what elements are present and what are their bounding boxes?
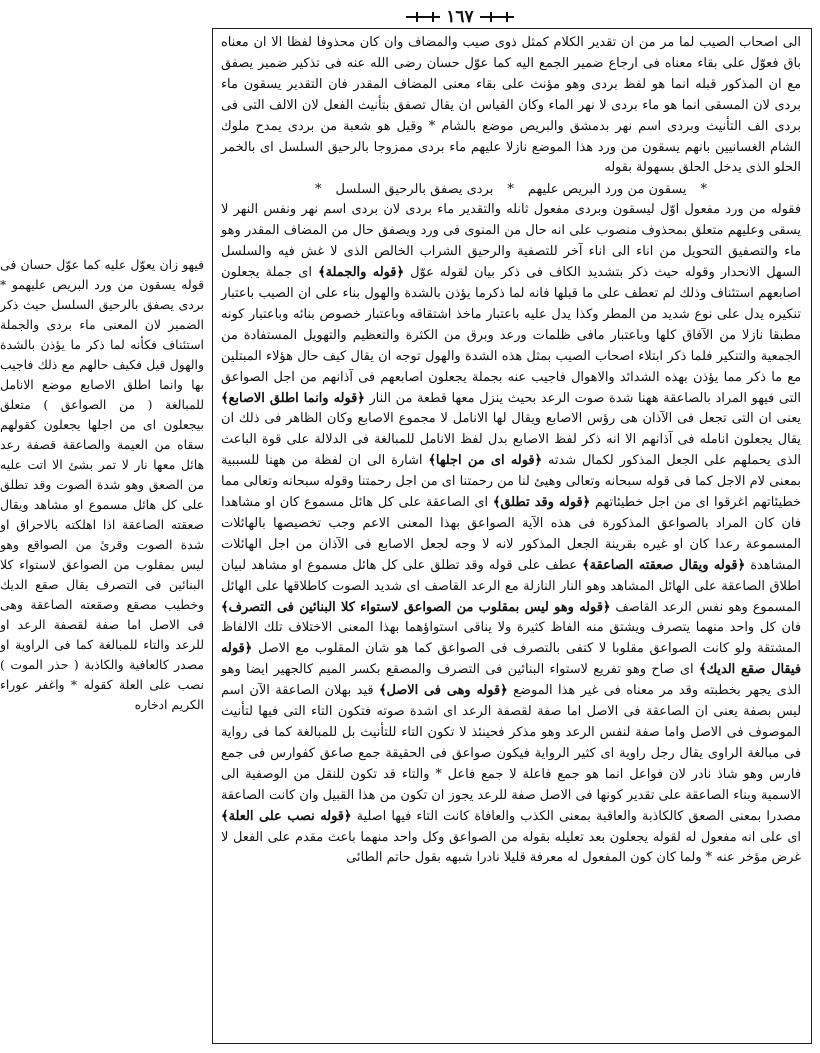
verse-hemistich-1: يسقون من ورد البريص عليهم bbox=[527, 182, 687, 198]
qawluhu-marker: ﴿قوله فيقال صقع الديك﴾ bbox=[221, 641, 801, 678]
paragraph-text: فقوله من ورد مفعول اوّل ليسقون وبردى مفعول ثانله والتقدير ماء بردى لان بردى اسم نهر ونفس النهر لا يسقى وعليهم متعلق بمحذوف منصوب على انه حال من المنوى فى ورد ويصفق حال من المضاف المقدر وهو ماء والتصفيق التحويل من اناء الى اناء آخر للتصفية والرحيق الشراب الخالص الذى لا غش فيه والسلسل السهل الانحدار وقوله حيث ذكر بتشديد الكاف فى ذكر بيان لقوله عوّل bbox=[221, 202, 801, 281]
paragraph-text: اى جملة يجعلون اصابعهم استئناف وذلك لم تعطف على ما قبلها فانه لما ذكرما يؤذن بالشدة والهول بناء على ان الصيب باعتبار تنكيره يدل على نوع شديد من المطر وكذا يدل عليه باعتبار ماخذ اشتقاقه وباعتبار خصوص بنائه وباعتبار كونه مطبقا نازلا من الآفاق كلها وباعتبار مافى ظلمات ورعد وبرق من الكثرة والتعظيم والتهويل المستفادة من الجمعية والتنكير فلما ذكر ابتلاء اصحاب الصيب بمثل هذه الشدة والهول توجه ان يقال كيف حال هؤلاء المبتلين مع ما ذكر مما يؤذن بهذه الشدائد والاهوال فاجيب عنه بجملة يجعلون اصابعهم فى آذانهم من اجل الصواعق التى فيهو المراد بالصاعقة ههنا شدة صوت الرعد بحيث ينزل معها قطعة من النار bbox=[221, 265, 801, 406]
paragraph-text: اى صاح وهو تفريع لاستواء البنائين فى التصرف والمصقع بكسر الميم كالجهير ايضا وهو الذى يجهر بخطبته وقد مر معناه فى غير هذا الموضع bbox=[221, 662, 801, 699]
qawluhu-marker: ﴿قوله وقد تطلق﴾ bbox=[492, 495, 591, 511]
main-commentary bbox=[221, 33, 801, 869]
qawluhu-marker: ﴿قوله وانما اطلق الاصابع﴾ bbox=[221, 390, 365, 406]
header-ornament-right bbox=[480, 12, 514, 22]
paragraph-text: اى الصاعقة على كل هائل مسموع كان او مشاهدا فان كان المراد بالصواعق المذكورة فى هذه الآية الصواعق بهذا المعنى الاعم وجب تخصيصها بالهائلات المسموعة رعدا كان او غيره بقرينة الجعل المذكور لانه لا وجه لجعل الاصابع فى الآذان من اجل الهائلات المشاهدة bbox=[221, 495, 801, 573]
star-separator: * bbox=[314, 182, 322, 198]
qawluhu-marker: ﴿قوله وهو ليس بمقلوب من الصواعق لاستواء كلا البنائين فى التصرف﴾ bbox=[221, 599, 611, 615]
qawluhu-marker: ﴿قوله نصب على العلة﴾ bbox=[221, 808, 352, 824]
paragraph-text: قيد بهلان الصاعقة الآن اسم ليس بصفة يعنى ان الصاعقة فى الاصل اما صفة لقصفة الرعد اى اشدة صوته فتكون التاء التى فيها لتأنيث الموصوف فى الاصل واما صفة لنفس الرعد وهو مذكر فحينئذ لا تكون التاء للتأنيث بل للمبالغة كما فى رواية فى مبالغة الراوى يقال رجل راوية اى كثير الرواية فيكون صواعق فى الحقيقة جمع صاعق كفوارس فى جمع فارس وهو شاذ نادر لان فواعل انما هو جمع فاعلة لا جمع فاعل * والتاء قد تكون للنقل من الوصفية الى الاسمية وبناء الصاعقة على تقدير كونها فى الاصل صفة للرعد يجوز ان تكون من هذا القبيل وان كانت الصاعقة مصدرا بمعنى الصعق كالكاذبة والعاقبة بمعنى الكذب والعافاة كانت التاء فيها اصلية bbox=[221, 683, 801, 824]
paragraph-text: اشارة الى ان لفظة من ههنا للسببية بمعنى لام الاجل كما فى قوله سبحانه وتعالى وهيئ لنا من رحمتنا اى من اجل رحمتنا وقوله سبحانه وتعالى مما خطيئاتهم اغرقوا اى من اجل خطيئاتهم bbox=[221, 453, 801, 511]
qawluhu-marker: ﴿قوله وهى فى الاصل﴾ bbox=[378, 683, 508, 699]
page-header bbox=[380, 6, 540, 28]
margin-text: فيهو زان يعوّل عليه كما عوّل حسان فى قوله يسقون من ورد البريص عليهمو * بردى يصفق بالرحيق السلسل حيث ذكر الضمير لان المعنى ماء بردى والجملة استئناف فكأنه لما ذكر ما يؤذن بالشدة والهول قيل فكيف حالهم مع ذلك فاجيب بها وانما اطلق الاصابع موضع الانامل للمبالغة ( من الصواعق ) متعلق بيجعلون اى من اجلها يجعلون كقولهم سقاه من العيمة والصاعقة قصفة رعد هائل معها نار لا تمر بشئ الا اتت عليه من الصعق وهو شدة الصوت وقد تطلق على كل هائل مسموع او مشاهد ويقال صعقته الصاعقة اذا اهلكته بالاحراق او شدة الصوت وقرئ من الصواقع وهو ليس بمقلوب من الصواعق لاستواء كلا البنائين فى التصرف يقال صقع الديك وخطيب مصقع وصقعته الصاعقة وهى فى الاصل اما صفة لقصفة الرعد او للرعد والتاء للمبالغة كما فى الراوية او مصدر كالعافية والكاذبة ( حذر الموت ) نصب على العلة كقوله * واغفر عوراء الكريم ادخاره bbox=[0, 257, 204, 712]
qawluhu-marker: ﴿قوله اى من اجلها﴾ bbox=[428, 453, 543, 469]
paragraph-text: فان كل واحد منهما يتصرف ويشتق منه الفاظ كثيرة ولا يناقى استواؤهما بهذا المعنى الاختلاف تلك الالفاظ المشتقة ولو كانت الصواعق مقلوبا لا كتفى بالتصرف فى الصواعق كما هو شان المقلوب مع الاصل bbox=[221, 620, 801, 657]
paragraph bbox=[221, 200, 801, 869]
paragraph-text: اى على انه مفعول له لقوله يجعلون بعد تعليله بقوله من الصواعق وكل واحد منهما باعث مقدم على الفعل لا غرض مؤخر عنه * ولما كان كون المفعول له معرفة قليلا نادرا شبهه بقول حاتم الطائى bbox=[221, 829, 801, 866]
margin-commentary bbox=[0, 255, 204, 715]
star-separator: * bbox=[700, 182, 708, 198]
main-commentary-frame bbox=[212, 28, 812, 1044]
paragraph-text: يعنى ان التى تجعل فى الآذان هى رؤس الاصابع ويقال لها الانامل لا مجموع الاصابع وكان الظاهر فى ذلك ان يقال يجعلون انامله فى آذانهم الا انه ذكر لفظ الاصابع بدل لفظ الانامل للمبالغة فى الدلالة على قوة الباعث الذى يحملهم على الجعل المذكور لكمال شدته bbox=[221, 411, 801, 469]
star-separator: * bbox=[507, 182, 514, 198]
qawluhu-marker: ﴿قوله ويقال صعقته الصاعقة﴾ bbox=[582, 557, 746, 573]
paragraph-text: عطف على قوله وقد تطلق على كل هائل مسموع او مشاهد لبيان اطلاق الصاعقة على الهائل المشاهد وهو النار النازلة مع الرعد القاصف اى شديد الصوت كاطلاقها على الهائل المسموع وهو نفس الرعد القاصف bbox=[221, 557, 801, 615]
qawluhu-marker: ﴿قوله والجملة﴾ bbox=[318, 265, 405, 281]
verse-hemistich-2: بردى يصفق بالرحيق السلسل bbox=[335, 182, 494, 198]
paragraph: الى اصحاب الصيب لما مر من ان تقدير الكلام كمثل ذوى صيب والمضاف وان كان محذوفا لفظا الا ان معناه باق فعوّل على بقاء معناه فى ارجاع ضمير الجمع اليه كما عوّل حسان رضى الله عنه فى تذكير ضمير يصفق مع ان المذكور قبله انما هو لفظ بردى وهو مؤنث على بقاء معنى المضاف المقدر فان التقدير يسقون ماء بردى لان المسقى انما هو ماء بردى لا نهر الماء وكان القياس ان يقال تصفق بتأنيث الفعل لان الالف التى فى بردى الف التأنيث وبردى اسم نهر بدمشق والبريص موضع بالشام * وقيل هو شعبة من بردى يمدح ملوك الشام الغسانيين بانهم يسقون من ورد هذا الموضع نازلا عليهم ماء بردى ممزوجا بالرحيق السلسل اى بالخمر الحلو الذى يدخل الحلق بسهولة بقوله bbox=[221, 35, 801, 176]
header-ornament-left bbox=[406, 12, 440, 22]
page-number: ١٦٧ bbox=[446, 6, 474, 27]
verse-line bbox=[221, 179, 801, 200]
